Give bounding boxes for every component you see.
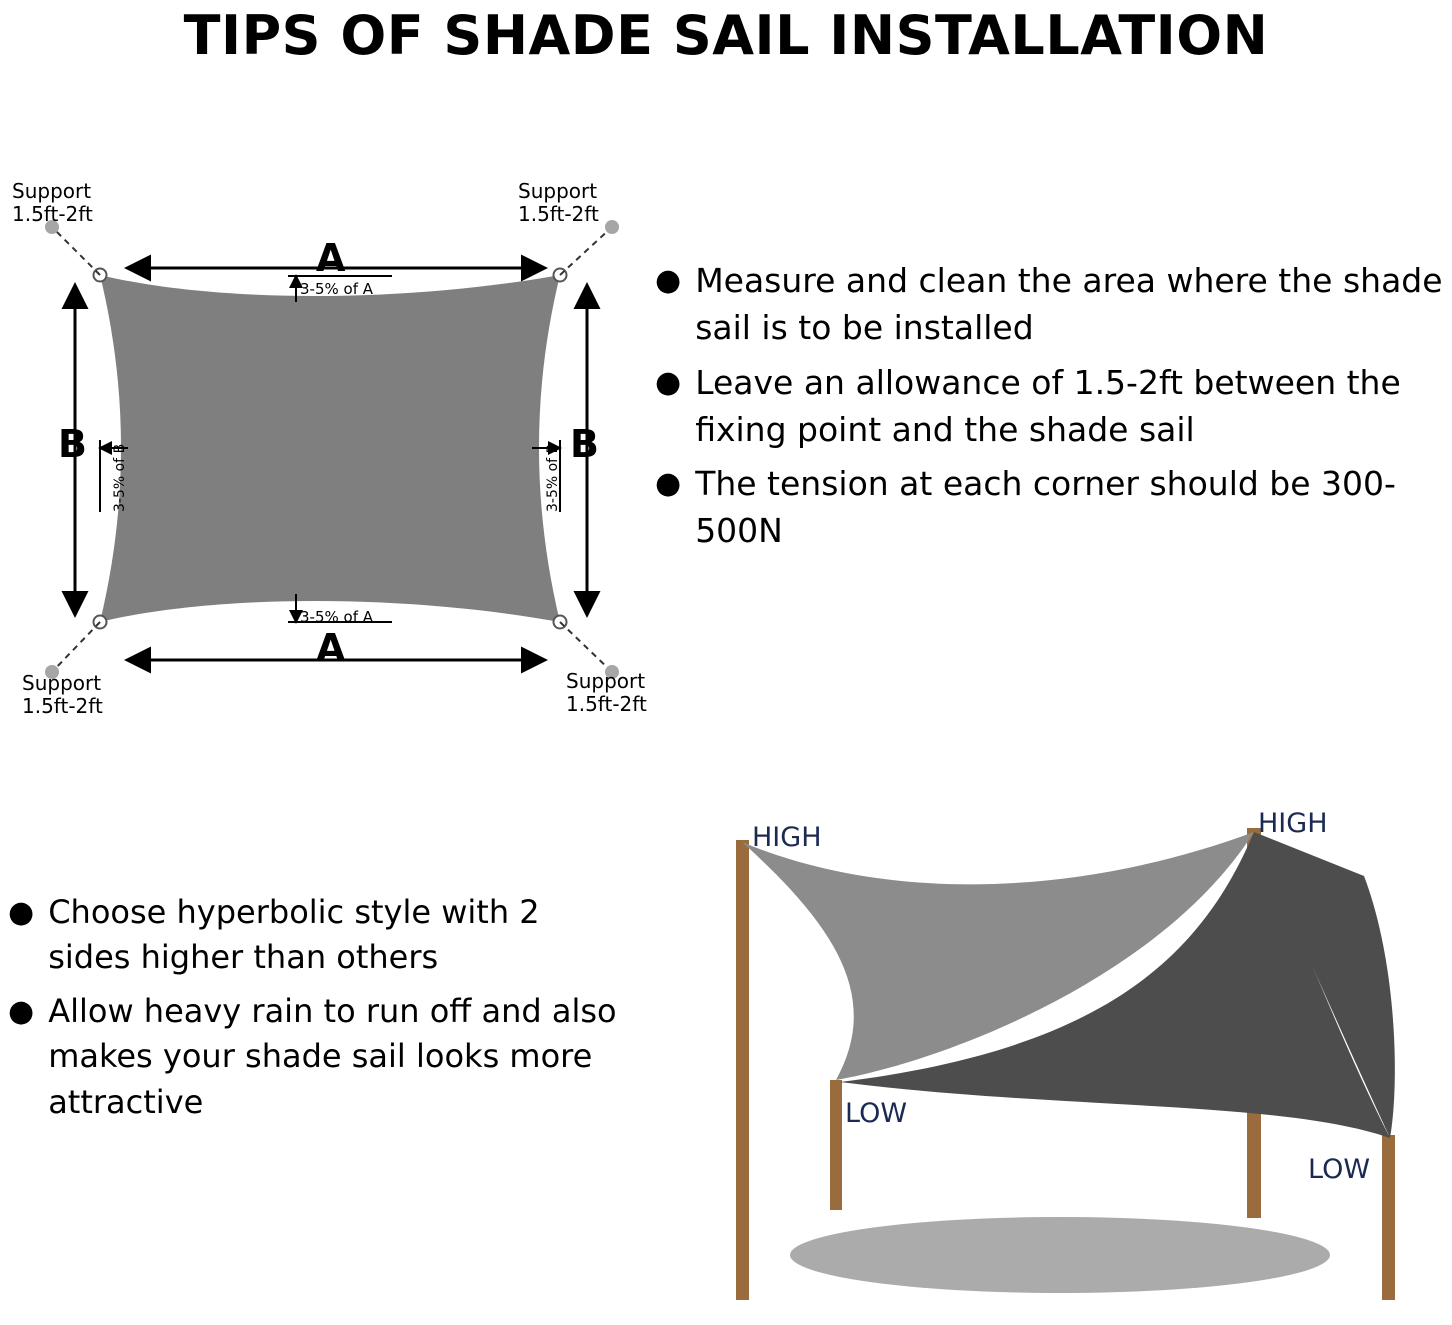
list-item [655,258,1452,352]
tip-text: Choose hyperbolic style with 2 sides higher than others [48,893,540,977]
sail-label-low-left: LOW [845,1098,908,1129]
curve-label-top: 3-5% of A [300,280,374,298]
support-label-top-right: Support 1.5ft-2ft [518,179,599,226]
side-label-left-b: B [58,422,87,466]
tip-text: Leave an allowance of 1.5-2ft between the fixing point and the shade sail [695,362,1401,449]
list-item [0,989,630,1125]
sail-shape [100,275,560,622]
sail-label-high-right: HIGH [1258,808,1328,839]
bullet-dot-icon: ● [8,895,35,930]
bullet-dot-icon: ● [655,364,682,400]
list-item [0,890,630,981]
support-point [605,220,619,234]
tip-text: The tension at each corner should be 300-500N [695,464,1396,551]
support-label-bottom-right: Support 1.5ft-2ft [566,669,647,716]
ground-shadow [790,1217,1330,1293]
bullet-dot-icon: ● [8,993,35,1029]
hyperbolic-shade-sail-diagram [640,780,1452,1325]
side-label-right-b: B [570,422,599,466]
post-low-right [1382,1135,1395,1300]
support-label-top-left: Support 1.5ft-2ft [12,179,93,226]
list-item [655,461,1452,555]
curve-label-bottom: 3-5% of A [300,608,374,626]
support-label-bottom-left: Support 1.5ft-2ft [22,671,103,718]
post-low-left [830,1080,842,1210]
rectangular-shade-sail-measurement-diagram [0,160,660,740]
tip-text: Allow heavy rain to run off and also makes your shade sail looks more attractive [48,991,617,1121]
side-label-bottom-a: A [316,626,346,670]
list-item [655,360,1452,454]
sail-label-high-left: HIGH [752,822,822,853]
bullet-dot-icon: ● [655,263,682,298]
curve-label-right: 3-5% of B [545,443,561,512]
page-title: TIPS OF SHADE SAIL INSTALLATION [183,4,1269,67]
side-label-top-a: A [316,236,346,280]
curve-label-left: 3-5% of B [112,443,128,512]
sail-label-low-right: LOW [1308,1154,1371,1185]
tip-text: Measure and clean the area where the shade sail is to be installed [695,261,1443,347]
bullet-dot-icon: ● [655,466,682,502]
tips-list-top [655,258,1452,563]
post-high-left [736,840,749,1300]
tips-list-bottom [0,890,630,1133]
